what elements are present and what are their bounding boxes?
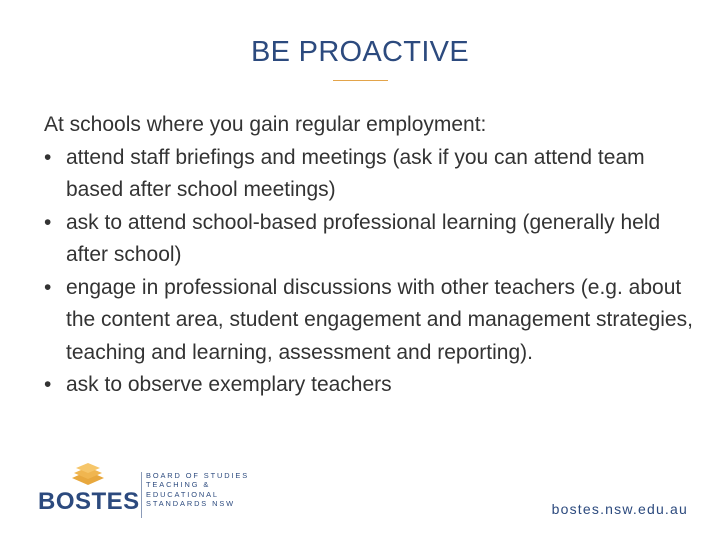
bullet-marker: • (44, 210, 52, 234)
brand-subtitle-line: TEACHING & (146, 480, 211, 490)
bullet-marker: • (44, 145, 52, 169)
brand-subtitle-line: STANDARDS NSW (146, 499, 236, 509)
bostes-logo (38, 462, 258, 518)
list-item (44, 207, 694, 272)
bullet-marker: • (44, 373, 52, 396)
bullet-text: ask to attend school-based professional learning (generally held after school) (66, 210, 661, 266)
intro-text: At schools where you gain regular employment: (44, 113, 487, 136)
list-item (44, 272, 694, 370)
slide-title: BE PROACTIVE (251, 36, 469, 68)
bullet-text: engage in professional discussions with other teachers (e.g. about the content area, student engagement and management strategies, teaching and learning, assessment and reporting). (66, 275, 693, 364)
bullet-marker: • (44, 275, 52, 299)
title-underline (333, 80, 388, 81)
brand-wordmark: BOSTES (38, 488, 140, 515)
brand-subtitle-line: BOARD OF STUDIES (146, 471, 250, 480)
slide-body (44, 109, 694, 402)
bullet-text: ask to observe exemplary teachers (66, 373, 392, 396)
brand-subtitle (146, 471, 249, 509)
bullet-text: attend staff briefings and meetings (ask if you can attend team based after school meetings) (66, 145, 645, 201)
website-url: bostes.nsw.edu.au (551, 501, 688, 517)
stacked-books-icon (68, 462, 108, 488)
bullet-list (44, 142, 694, 402)
list-item (44, 369, 694, 402)
list-item (44, 142, 694, 207)
brand-subtitle-line: EDUCATIONAL (146, 489, 219, 499)
brand-divider (141, 472, 142, 518)
